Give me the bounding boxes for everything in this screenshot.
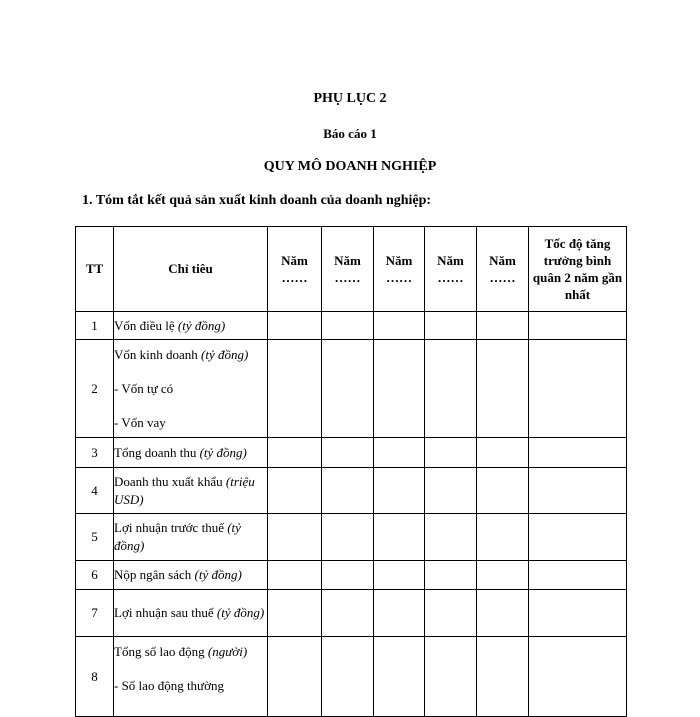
indicator-label: Lợi nhuận sau thuế (tỷ đồng) [114, 605, 265, 620]
section-title: 1. Tóm tắt kết quả sản xuất kinh doanh của doanh nghiệp: [82, 193, 432, 208]
value-cell [425, 438, 477, 468]
value-cell [529, 561, 627, 590]
value-cell [529, 340, 627, 438]
row-indicator [114, 438, 268, 468]
value-cell [268, 340, 322, 438]
value-cell [477, 468, 529, 514]
value-cell [374, 637, 425, 717]
table-row [76, 561, 627, 590]
value-cell [374, 514, 425, 561]
value-cell [477, 637, 529, 717]
row-number: 6 [76, 561, 114, 590]
value-cell [477, 438, 529, 468]
indicator-unit: (tỷ đồng) [201, 347, 249, 362]
value-cell [374, 468, 425, 514]
table-row [76, 514, 627, 561]
value-cell [477, 340, 529, 438]
row-indicator [114, 514, 268, 561]
value-cell [322, 514, 374, 561]
header-year-3: Năm …… [374, 227, 425, 312]
sub-indicator-label: - Vốn vay [114, 415, 166, 430]
value-cell [268, 468, 322, 514]
row-number: 8 [76, 637, 114, 717]
value-cell [268, 590, 322, 637]
value-cell [529, 438, 627, 468]
header-year-4: Năm …… [425, 227, 477, 312]
report-heading: Báo cáo 1 [323, 126, 377, 141]
indicator-unit: (tỷ đồng) [199, 444, 247, 460]
value-cell [268, 561, 322, 590]
value-cell [268, 438, 322, 468]
indicator-label: Vốn kinh doanh (tỷ đồng) [114, 347, 249, 362]
indicator-label: Nộp ngân sách (tỷ đồng) [114, 567, 242, 582]
indicator-unit: (tỷ đồng) [216, 605, 265, 620]
row-number: 1 [76, 312, 114, 340]
value-cell [322, 340, 374, 438]
value-cell [529, 468, 627, 514]
row-indicator [114, 637, 268, 717]
value-cell [268, 637, 322, 717]
indicator-unit: (tỷ đồng) [177, 317, 226, 333]
row-number: 2 [76, 340, 114, 438]
row-indicator [114, 340, 268, 438]
header-indicator: Chỉ tiêu [114, 227, 268, 312]
header-year-1: Năm …… [268, 227, 322, 312]
row-number: 3 [76, 438, 114, 468]
value-cell [322, 438, 374, 468]
value-cell [477, 561, 529, 590]
header-tt: TT [76, 227, 114, 312]
value-cell [322, 468, 374, 514]
row-indicator [114, 468, 268, 514]
value-cell [425, 590, 477, 637]
row-indicator [114, 312, 268, 340]
table-row [76, 340, 627, 438]
value-cell [322, 637, 374, 717]
document-title: QUY MÔ DOANH NGHIỆP [263, 159, 437, 174]
value-cell [425, 312, 477, 340]
indicator-label: Tổng số lao động (người) [114, 644, 248, 659]
header-year-2: Năm …… [322, 227, 374, 312]
row-number: 4 [76, 468, 114, 514]
business-results-table [75, 226, 627, 717]
value-cell [425, 561, 477, 590]
value-cell [529, 637, 627, 717]
row-indicator [114, 590, 268, 637]
row-number: 5 [76, 514, 114, 561]
indicator-label: Vốn điều lệ (tỷ đồng) [114, 317, 226, 333]
indicator-label: Doanh thu xuất khẩu (triệu USD) [114, 473, 255, 507]
indicator-label: Tổng doanh thu (tỷ đồng) [114, 444, 247, 460]
sub-indicator-label: - Vốn tự có [114, 381, 174, 396]
row-number: 7 [76, 590, 114, 637]
row-indicator [114, 561, 268, 590]
indicator-label: Lợi nhuận trước thuế (tỷ đồng) [114, 520, 241, 553]
indicator-unit: (triệu USD) [114, 473, 255, 507]
table-row [76, 637, 627, 717]
value-cell [425, 514, 477, 561]
table-row [76, 312, 627, 340]
value-cell [268, 514, 322, 561]
value-cell [529, 514, 627, 561]
value-cell [322, 561, 374, 590]
value-cell [425, 637, 477, 717]
value-cell [374, 561, 425, 590]
value-cell [374, 438, 425, 468]
value-cell [477, 590, 529, 637]
table-row [76, 468, 627, 514]
table-row [76, 438, 627, 468]
header-year-5: Năm …… [477, 227, 529, 312]
table-row [76, 590, 627, 637]
value-cell [529, 312, 627, 340]
indicator-unit: (người) [207, 644, 248, 659]
sub-indicator-label: - Số lao động thường [114, 678, 224, 693]
value-cell [477, 312, 529, 340]
value-cell [425, 340, 477, 438]
value-cell [374, 590, 425, 637]
value-cell [322, 590, 374, 637]
value-cell [268, 312, 322, 340]
header-growth-rate: Tốc độ tăng trưởng bình quân 2 năm gần nhất [529, 227, 627, 312]
appendix-heading: PHỤ LỤC 2 [313, 91, 387, 106]
value-cell [529, 590, 627, 637]
value-cell [322, 312, 374, 340]
value-cell [374, 340, 425, 438]
indicator-unit: (tỷ đồng) [114, 520, 241, 553]
indicator-unit: (tỷ đồng) [194, 567, 242, 582]
value-cell [374, 312, 425, 340]
value-cell [477, 514, 529, 561]
value-cell [425, 468, 477, 514]
